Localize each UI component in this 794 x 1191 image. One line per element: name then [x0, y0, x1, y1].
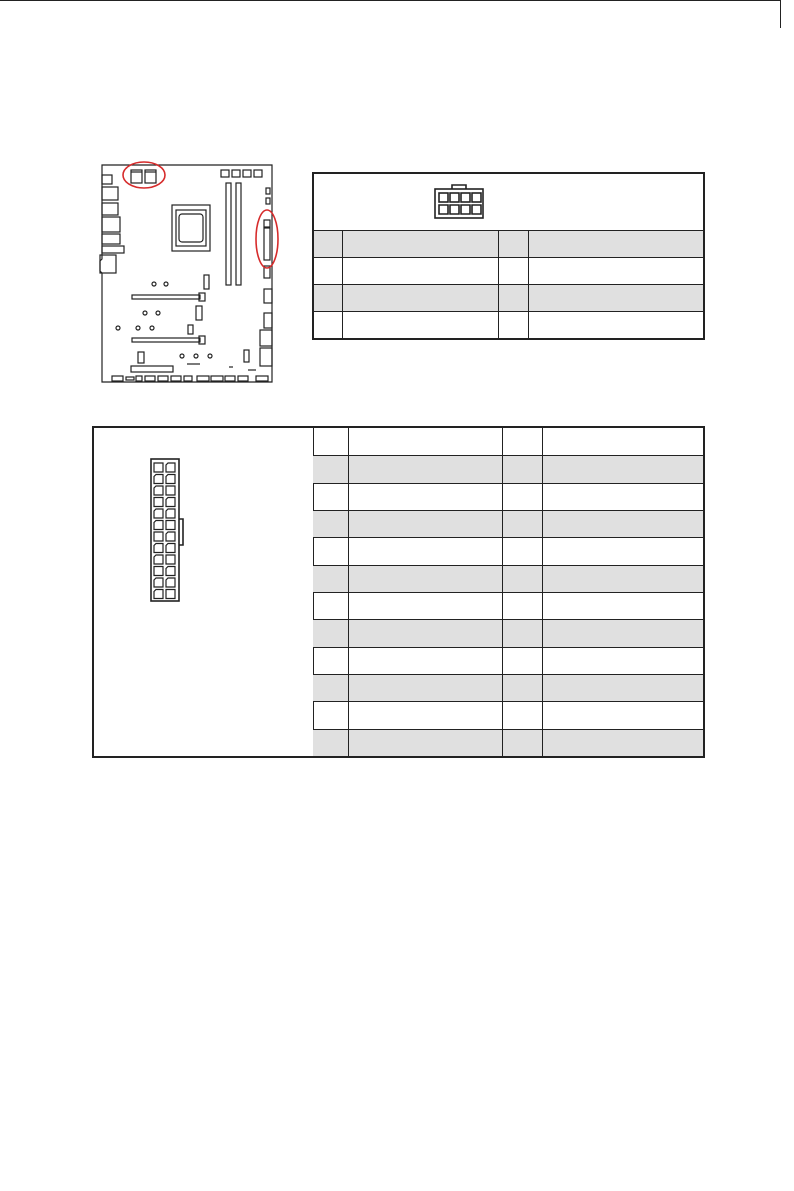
page-top-rule — [0, 0, 780, 1]
24pin-connector-icon — [149, 457, 191, 603]
power-24pin-table — [92, 426, 705, 758]
page-right-rule — [780, 0, 781, 28]
table-row — [314, 311, 703, 338]
connector-pin — [154, 509, 163, 518]
connector-pin — [154, 475, 163, 484]
connector-pin — [166, 532, 175, 541]
connector-pin — [154, 463, 163, 472]
power-8pin-table — [312, 172, 705, 340]
motherboard-diagram — [96, 158, 282, 388]
table-row — [313, 483, 703, 510]
connector-pin — [154, 578, 163, 587]
table-row — [313, 428, 703, 455]
table-row — [313, 674, 703, 701]
table-row — [313, 647, 703, 674]
connector-pin — [154, 521, 163, 530]
connector-pin — [154, 532, 163, 541]
connector-pin — [154, 590, 163, 599]
24pin-panel — [94, 428, 314, 756]
table-row — [313, 592, 703, 619]
connector-pin — [154, 498, 163, 507]
connector-pin — [166, 463, 175, 472]
connector-pin — [166, 544, 175, 553]
table-row — [314, 230, 703, 257]
connector-pin — [166, 498, 175, 507]
connector-pin — [166, 578, 175, 587]
table-row — [313, 619, 703, 646]
connector-pin — [166, 486, 175, 495]
table-row — [313, 537, 703, 564]
table-row — [313, 565, 703, 592]
connector-pin — [166, 475, 175, 484]
table-row — [313, 510, 703, 537]
table-row — [313, 455, 703, 482]
table-row — [314, 284, 703, 311]
table-row — [314, 257, 703, 284]
connector-pin — [154, 555, 163, 564]
highlight-marks — [123, 162, 278, 268]
connector-pin — [166, 555, 175, 564]
table-row — [313, 701, 703, 728]
connector-pin — [166, 567, 175, 576]
connector-pin — [154, 567, 163, 576]
connector-pin — [166, 590, 175, 599]
table-row — [313, 729, 703, 756]
8pin-connector-icon — [432, 183, 486, 221]
connector-pin — [154, 544, 163, 553]
connector-pin — [166, 521, 175, 530]
connector-pin — [166, 509, 175, 518]
connector-pin — [154, 486, 163, 495]
